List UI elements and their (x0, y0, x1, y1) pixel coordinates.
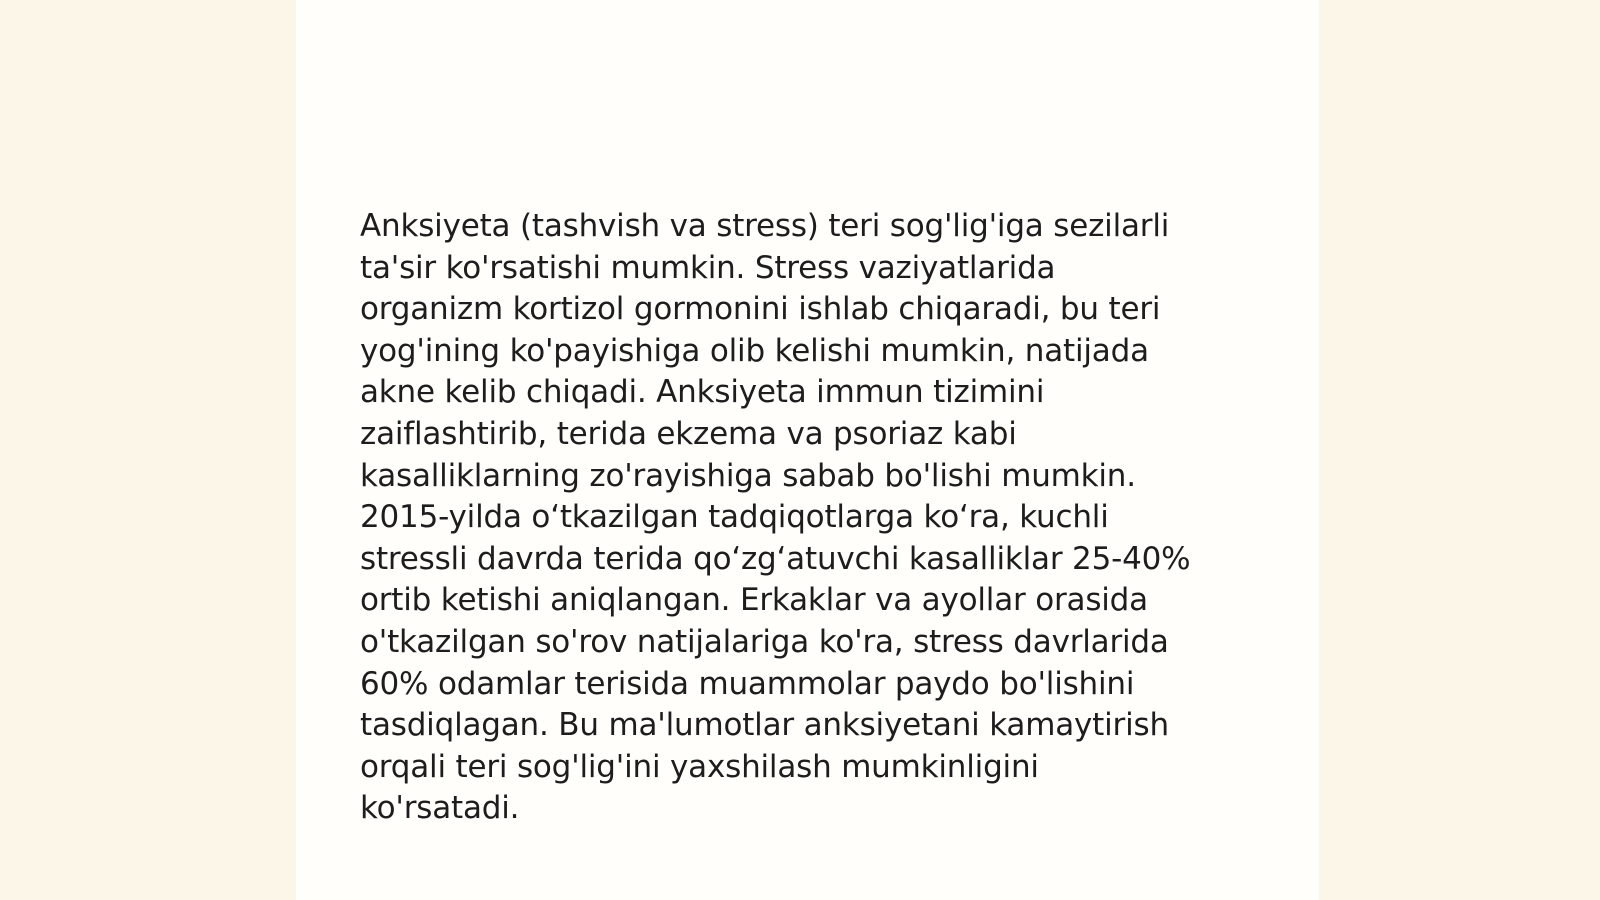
right-margin (1319, 0, 1600, 900)
paragraph-line: organizm kortizol gormonini ishlab chiqaradi, bu teri (360, 291, 1161, 328)
paragraph-line: ta'sir ko'rsatishi mumkin. Stress vaziyatlarida (360, 249, 1056, 286)
paragraph-line: Anksiyeta (tashvish va stress) teri sog'lig'iga sezilarli (360, 208, 1170, 244)
paragraph-line: 2015-yilda o‘tkazilgan tadqiqotlarga ko‘ra, kuchli (360, 499, 1109, 536)
paragraph-line: tasdiqlagan. Bu ma'lumotlar anksiyetani kamaytirish (360, 707, 1169, 744)
paragraph-line: 60% odamlar terisida muammolar paydo bo'lishini (360, 665, 1135, 702)
paragraph-line: akne kelib chiqadi. Anksiyeta immun tizimini (360, 374, 1045, 411)
paragraph-line: stressli davrda terida qo‘zg‘atuvchi kasalliklar 25-40% (360, 540, 1191, 577)
paragraph-line: zaiflashtirib, terida ekzema va psoriaz kabi (360, 415, 1017, 452)
left-margin (0, 0, 296, 900)
paragraph-line: orqali teri sog'lig'ini yaxshilash mumkinligini (360, 748, 1039, 785)
paragraph-line: ko'rsatadi. (360, 790, 520, 827)
paragraph-line: ortib ketishi aniqlangan. Erkaklar va ayollar orasida (360, 582, 1148, 619)
paragraph-line: kasalliklarning zo'rayishiga sabab bo'lishi mumkin. (360, 457, 1136, 494)
document-page (296, 0, 1319, 900)
body-paragraph (360, 206, 1260, 830)
paragraph-line: yog'ining ko'payishiga olib kelishi mumkin, natijada (360, 332, 1149, 369)
paragraph-line: o'tkazilgan so'rov natijalariga ko'ra, stress davrlarida (360, 623, 1169, 660)
